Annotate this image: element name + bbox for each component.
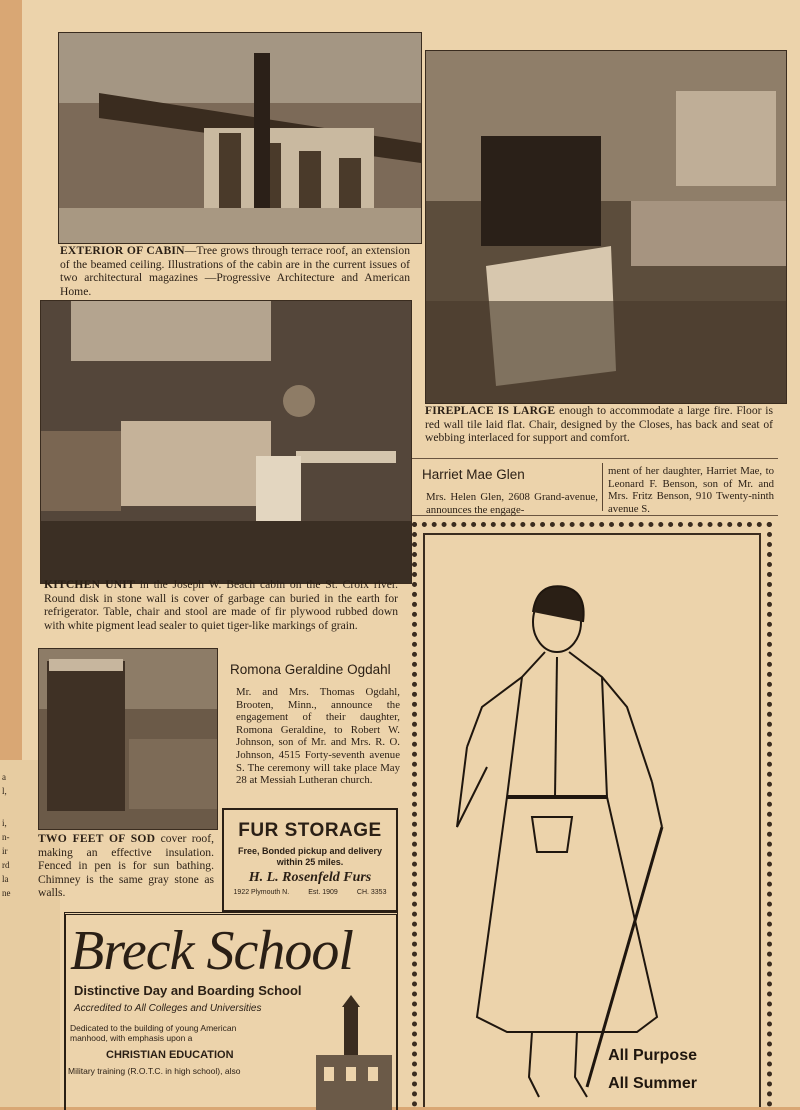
- fur-ad-title: FUR STORAGE: [238, 820, 382, 841]
- fur-ad-address: 1922 Plymouth N.: [233, 889, 290, 896]
- fireplace-photo: [425, 50, 787, 404]
- sod-roof-photo: [38, 648, 218, 830]
- glen-notice-name: Harriet Mae Glen: [422, 467, 525, 482]
- breck-dedicated-line1: Dedicated to the building of young American: [70, 1023, 237, 1033]
- fireplace-caption-head: FIREPLACE IS LARGE: [425, 404, 556, 417]
- fragment: ir: [2, 846, 8, 856]
- breck-military: Military training (R.O.T.C. in high school), also: [68, 1066, 241, 1076]
- glen-notice-col2: ment of her daughter, Harriet Mae, to Leonard F. Benson, son of Mr. and Mrs. Fritz Benson, 910 Twenty-ninth avenue S.: [608, 465, 774, 515]
- fragment: l,: [2, 786, 7, 796]
- fashion-tag-2: All Summer: [608, 1075, 697, 1092]
- cabin-exterior-photo: [58, 32, 422, 244]
- breck-dedicated-line2: manhood, with emphasis upon a: [70, 1033, 193, 1043]
- fragment: a: [2, 772, 6, 782]
- breck-building-illustration: [306, 995, 392, 1110]
- breck-brand: Breck School: [70, 920, 353, 982]
- ogdahl-engagement-notice: [220, 652, 406, 802]
- glen-notice-col1: Mrs. Helen Glen, 2608 Grand-avenue, announces the engage-: [426, 491, 598, 516]
- adjacent-column-fragments: [2, 770, 11, 900]
- fur-storage-ad: [222, 808, 398, 912]
- fur-ad-name: H. L. Rosenfeld Furs: [248, 870, 372, 885]
- breck-christian-education: CHRISTIAN EDUCATION: [106, 1049, 234, 1061]
- woman-dress-illustration: [437, 567, 737, 1107]
- sod-caption-body: cover roof, making an effective insulation. Fenced in pen is for sun bathing. Chimney is the same gray stone as walls.: [38, 832, 214, 899]
- kitchen-caption-body: in the Joseph W. Beach cabin on the St. Croix river. Round disk in stone wall is cover of garbage can buried in the earth for refrigerator. Table, chair and stool are made of fir plywood rubbed down with white pigment lead sealer to quiet tiger-like markings of grain.: [44, 578, 398, 632]
- breck-subtitle: Distinctive Day and Boarding School: [74, 983, 302, 998]
- fur-ad-established: Est. 1909: [308, 889, 338, 896]
- exterior-caption-head: EXTERIOR OF CABIN: [60, 244, 185, 257]
- fragment: ne: [2, 888, 11, 898]
- ogdahl-notice-name: Romona Geraldine Ogdahl: [230, 662, 391, 677]
- fashion-tag-1: All Purpose: [608, 1047, 697, 1064]
- fur-ad-phone: CH. 3353: [356, 889, 387, 896]
- fur-ad-line1: Free, Bonded pickup and delivery: [237, 846, 383, 856]
- exterior-caption-body: —Tree grows through terrace roof, an extension of the beamed ceiling. Illustrations of the cabin are in the current issues of two architectural magazines —Progressive Architecture and American Home.: [60, 244, 411, 298]
- kitchen-caption-head: KITCHEN UNIT: [44, 578, 135, 591]
- breck-accredited: Accredited to All Colleges and Universities: [74, 1003, 262, 1014]
- fragment: rd: [2, 860, 10, 870]
- glen-engagement-notice: [412, 458, 778, 516]
- fireplace-caption: [425, 404, 773, 445]
- fragment: la: [2, 874, 9, 884]
- glen-notice-divider: [602, 463, 603, 511]
- fragment: n-: [2, 832, 10, 842]
- kitchen-unit-photo: [40, 300, 412, 584]
- fireplace-caption-body: enough to accommodate a large fire. Floor is red wall tile laid flat. Chair, designed by the Closes, has back and seat of webbing interlaced for support and comfort.: [425, 404, 773, 444]
- exterior-caption: [60, 244, 410, 298]
- kitchen-caption: [44, 578, 398, 632]
- fashion-ad: [412, 522, 772, 1107]
- ogdahl-notice-body: Mr. and Mrs. Thomas Ogdahl, Brooten, Minn., announce the engagement of their daughter, Romona Geraldine, to Robert W. Johnson, son of Mr. and Mrs. R. O. Johnson, 4515 Forty-seventh avenue S. The ceremony will take place May 28 at Messiah Lutheran church.: [236, 686, 400, 787]
- fragment: i,: [2, 818, 7, 828]
- breck-school-ad: [64, 912, 398, 1110]
- fur-ad-address-line: [224, 889, 396, 896]
- sod-caption-head: TWO FEET OF SOD: [38, 832, 156, 845]
- fur-ad-line2: within 25 miles.: [276, 856, 344, 867]
- sod-caption: [38, 832, 214, 900]
